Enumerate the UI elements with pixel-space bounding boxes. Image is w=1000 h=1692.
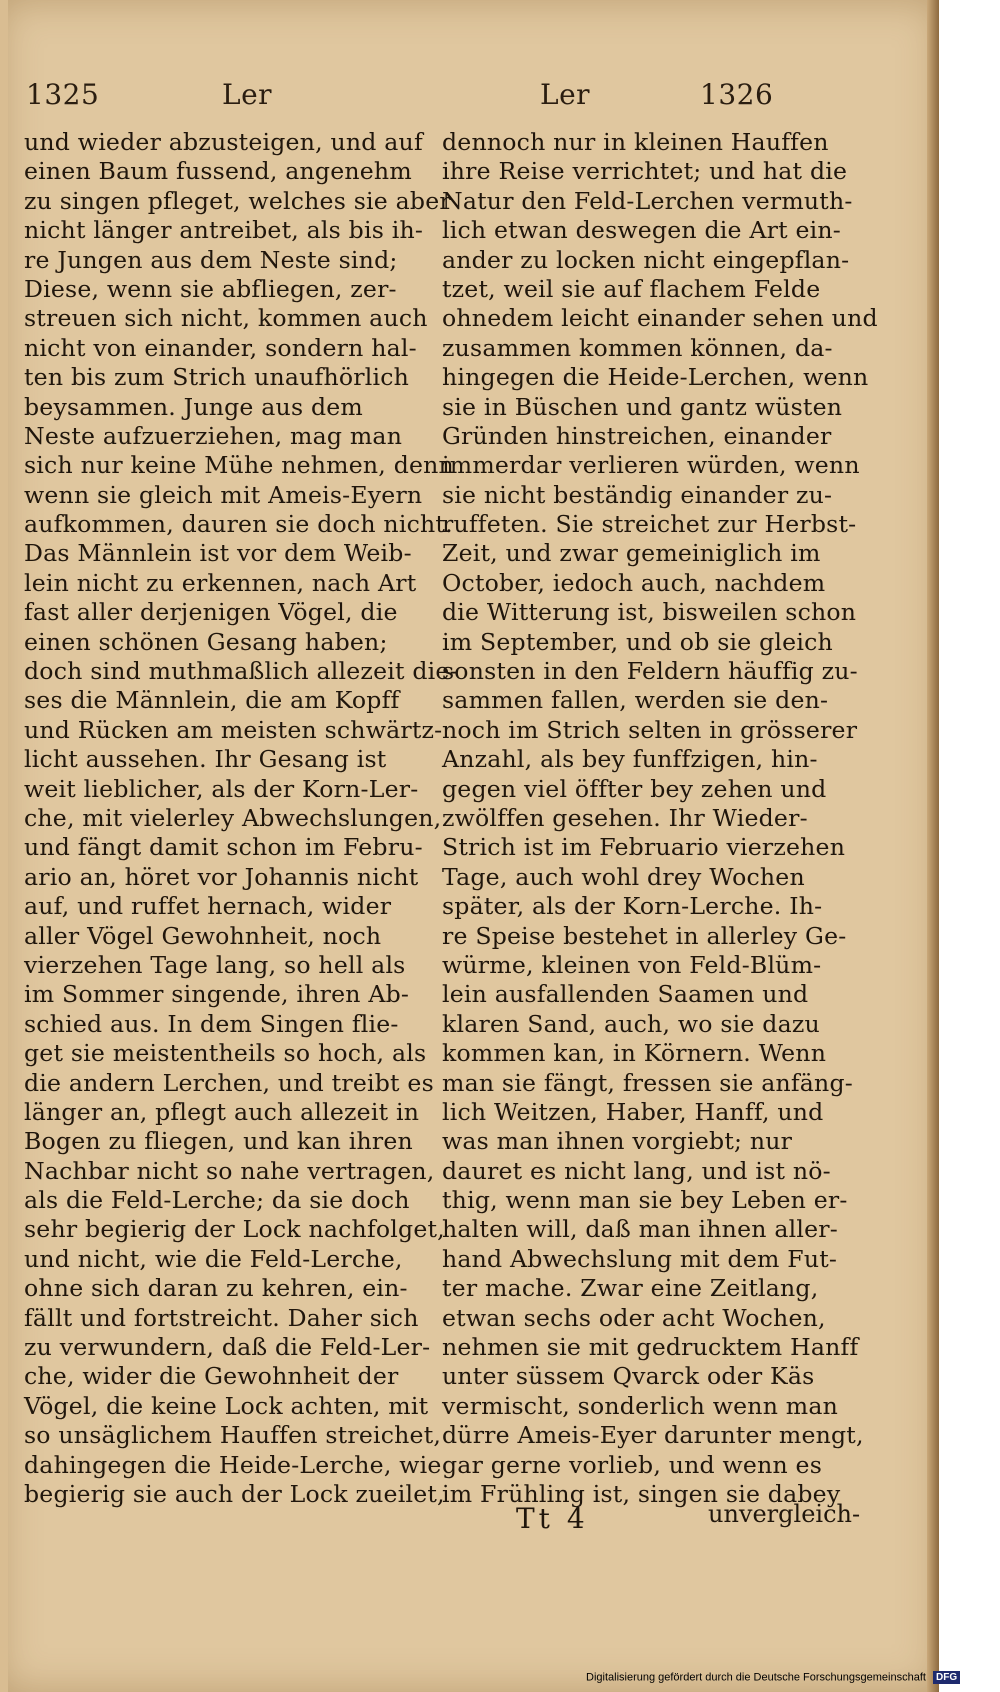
left-column-line: sich nur keine Mühe nehmen, denn: [24, 451, 454, 480]
right-column-line: ohnedem leicht einander sehen und: [442, 304, 878, 333]
left-column-line: zu singen pfleget, welches sie aber: [24, 186, 451, 215]
right-column-line: die Witterung ist, bisweilen schon: [442, 598, 857, 627]
left-column-line: und fängt damit schon im Febru-: [24, 833, 423, 862]
right-column-line: unter süssem Qvarck oder Käs: [442, 1362, 815, 1391]
right-column-line: noch im Strich selten in grösserer: [442, 715, 858, 744]
left-column-line: Nachbar nicht so nahe vertragen,: [24, 1156, 435, 1185]
left-column-line: che, mit vielerley Abwechslungen,: [24, 803, 442, 832]
right-column-line: Zeit, und zwar gemeiniglich im: [442, 539, 821, 568]
right-column-line: lich Weitzen, Haber, Hanff, und: [442, 1097, 824, 1126]
right-column-line: Strich ist im Februario vierzehen: [442, 833, 846, 862]
right-column-line: man sie fängt, fressen sie anfäng-: [442, 1068, 853, 1097]
left-column-line: Bogen zu fliegen, und kan ihren: [24, 1127, 413, 1156]
right-column-line: tzet, weil sie auf flachem Felde: [442, 274, 821, 303]
left-column-line: und nicht, wie die Feld-Lerche,: [24, 1244, 403, 1273]
left-column-line: auf, und ruffet hernach, wider: [24, 892, 392, 921]
left-column-line: fällt und fortstreicht. Daher sich: [24, 1303, 419, 1332]
left-column-line: begierig sie auch der Lock zueilet,: [24, 1479, 445, 1508]
left-column-line: licht aussehen. Ihr Gesang ist: [24, 745, 387, 774]
right-column-line: Tage, auch wohl drey Wochen: [442, 862, 805, 891]
left-column-line: Diese, wenn sie abfliegen, zer-: [24, 274, 397, 303]
right-column-line: Anzahl, als bey funffzigen, hin-: [442, 745, 818, 774]
left-column-line: so unsäglichem Hauffen streichet,: [24, 1421, 442, 1450]
right-column-line: lein ausfallenden Saamen und: [442, 980, 809, 1009]
page-edge: [0, 0, 8, 1692]
right-column-line: dennoch nur in kleinen Hauffen: [442, 128, 829, 156]
right-column-line: ter mache. Zwar eine Zeitlang,: [442, 1274, 819, 1303]
left-column-line: nicht länger antreibet, als bis ih-: [24, 216, 424, 245]
right-column-line: dauret es nicht lang, und ist nö-: [442, 1156, 831, 1185]
right-column-line: lich etwan deswegen die Art ein-: [442, 216, 841, 245]
book-spine: [927, 0, 939, 1692]
left-column-line: ses die Männlein, die am Kopff: [24, 686, 400, 715]
left-column-line: die andern Lerchen, und treibt es: [24, 1068, 434, 1097]
signature-mark: Tt 4: [516, 1502, 589, 1535]
left-column-line: fast aller derjenigen Vögel, die: [24, 598, 398, 627]
left-running-head: Ler: [222, 78, 273, 111]
right-column-line: was man ihnen vorgiebt; nur: [442, 1127, 793, 1156]
right-column-line: sammen fallen, werden sie den-: [442, 686, 829, 715]
right-column-line: vermischt, sonderlich wenn man: [442, 1391, 839, 1420]
right-column-line: zusammen kommen können, da-: [442, 333, 833, 362]
left-column-line: vierzehen Tage lang, so hell als: [24, 950, 406, 979]
left-column-line: get sie meistentheils so hoch, als: [24, 1039, 427, 1068]
right-column-line: thig, wenn man sie bey Leben er-: [442, 1186, 848, 1215]
left-column-line: Das Männlein ist vor dem Weib-: [24, 539, 412, 568]
left-column-line: doch sind muthmaßlich allezeit die-: [24, 657, 458, 686]
left-column-line: wenn sie gleich mit Ameis-Eyern: [24, 480, 423, 509]
left-column-line: ohne sich daran zu kehren, ein-: [24, 1274, 408, 1303]
right-column-line: sonsten in den Feldern häuffig zu-: [442, 657, 858, 686]
right-column-line: etwan sechs oder acht Wochen,: [442, 1303, 826, 1332]
right-column-line: hingegen die Heide-Lerchen, wenn: [442, 363, 869, 392]
right-column-line: dürre Ameis-Eyer darunter mengt,: [442, 1421, 864, 1450]
left-text-column: [24, 128, 458, 1509]
right-column-line: gar gerne vorlieb, und wenn es: [442, 1450, 823, 1479]
left-column-line: nicht von einander, sondern hal-: [24, 333, 417, 362]
right-column-line: ander zu locken nicht eingepflan-: [442, 245, 850, 274]
left-page-number: 1325: [26, 78, 100, 111]
left-column-line: weit lieblicher, als der Korn-Ler-: [24, 774, 419, 803]
left-column-line: lein nicht zu erkennen, nach Art: [24, 568, 417, 597]
right-column-line: ihre Reise verrichtet; und hat die: [442, 157, 848, 186]
credit-text: Digitalisierung gefördert durch die Deutsche Forschungsgemeinschaft: [586, 1671, 926, 1684]
right-column-line: Natur den Feld-Lerchen vermuth-: [442, 186, 853, 215]
left-column-line: als die Feld-Lerche; da sie doch: [24, 1186, 410, 1215]
catchword: unvergleich-: [708, 1500, 861, 1528]
right-column-line: re Speise bestehet in allerley Ge-: [442, 921, 847, 950]
right-column-line: October, iedoch auch, nachdem: [442, 568, 826, 597]
right-column-line: zwölffen gesehen. Ihr Wieder-: [442, 803, 808, 832]
dfg-logo: DFG: [933, 1671, 960, 1684]
left-column-line: und Rücken am meisten schwärtz-: [24, 715, 443, 744]
digitization-credit: [586, 1671, 960, 1684]
right-column-line: später, als der Korn-Lerche. Ih-: [442, 892, 823, 921]
left-column-line: re Jungen aus dem Neste sind;: [24, 245, 398, 274]
left-column-line: dahingegen die Heide-Lerche, wie: [24, 1450, 442, 1479]
left-column-line: Neste aufzuerziehen, mag man: [24, 421, 403, 450]
left-column-line: ario an, höret vor Johannis nicht: [24, 862, 419, 891]
right-column-line: sie nicht beständig einander zu-: [442, 480, 833, 509]
right-text-column: [442, 128, 878, 1509]
left-column-line: aller Vögel Gewohnheit, noch: [24, 921, 382, 950]
left-column-line: ten bis zum Strich unaufhörlich: [24, 363, 410, 392]
right-running-head: Ler: [540, 78, 591, 111]
right-column-line: halten will, daß man ihnen aller-: [442, 1215, 838, 1244]
right-column-line: im September, und ob sie gleich: [442, 627, 833, 656]
left-column-line: sehr begierig der Lock nachfolget,: [24, 1215, 445, 1244]
left-column-line: che, wider die Gewohnheit der: [24, 1362, 399, 1391]
right-column-line: sie in Büschen und gantz wüsten: [442, 392, 843, 421]
left-column-line: streuen sich nicht, kommen auch: [24, 304, 428, 333]
left-column-line: zu verwundern, daß die Feld-Ler-: [24, 1333, 431, 1362]
left-column-line: länger an, pflegt auch allezeit in: [24, 1097, 420, 1126]
left-column-line: aufkommen, dauren sie doch nicht.: [24, 510, 453, 539]
left-column-line: einen schönen Gesang haben;: [24, 627, 388, 656]
left-column-line: im Sommer singende, ihren Ab-: [24, 980, 410, 1009]
right-column-line: hand Abwechslung mit dem Fut-: [442, 1244, 838, 1273]
left-column-line: schied aus. In dem Singen flie-: [24, 1009, 399, 1038]
left-column-line: und wieder abzusteigen, und auf: [24, 128, 423, 156]
left-column-line: einen Baum fussend, angenehm: [24, 157, 412, 186]
right-column-line: gegen viel öffter bey zehen und: [442, 774, 827, 803]
right-column-line: ruffeten. Sie streichet zur Herbst-: [442, 510, 857, 539]
left-column-line: Vögel, die keine Lock achten, mit: [24, 1391, 429, 1420]
right-column-line: würme, kleinen von Feld-Blüm-: [442, 950, 822, 979]
right-column-line: immerdar verlieren würden, wenn: [442, 451, 860, 480]
right-column-line: im Frühling ist, singen sie dabey: [442, 1479, 841, 1508]
right-page-number: 1326: [700, 78, 774, 111]
left-column-line: beysammen. Junge aus dem: [24, 392, 363, 421]
right-column-line: kommen kan, in Körnern. Wenn: [442, 1039, 827, 1068]
right-column-line: nehmen sie mit gedrucktem Hanff: [442, 1333, 859, 1362]
right-column-line: Gründen hinstreichen, einander: [442, 421, 832, 450]
right-column-line: klaren Sand, auch, wo sie dazu: [442, 1009, 820, 1038]
